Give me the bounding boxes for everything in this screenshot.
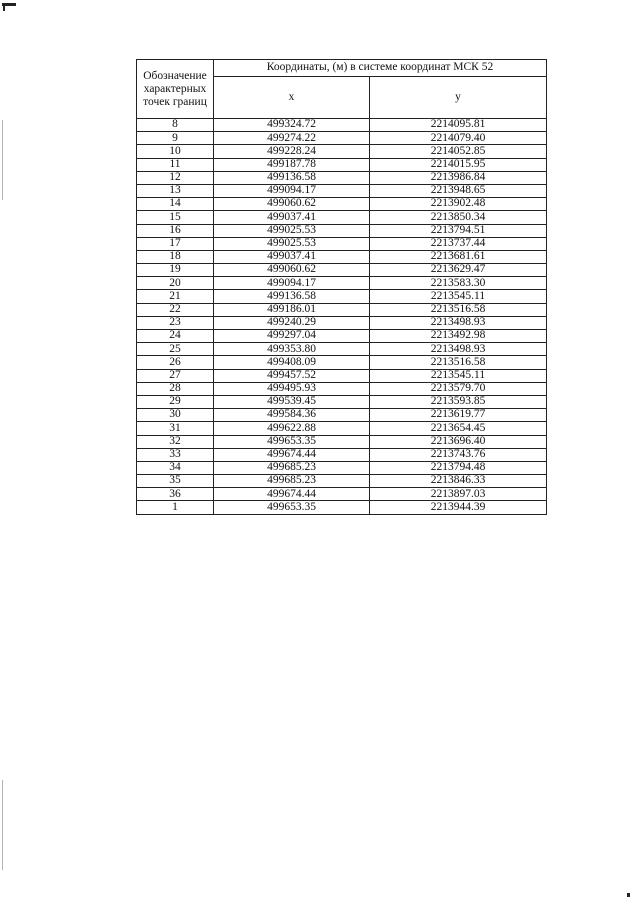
point-cell: 24 (137, 330, 214, 343)
x-cell: 499025.53 (214, 224, 370, 237)
table-row (137, 448, 547, 461)
point-cell: 25 (137, 343, 214, 356)
table-row (137, 132, 547, 145)
x-cell: 499685.23 (214, 461, 370, 474)
x-cell: 499187.78 (214, 158, 370, 171)
point-cell: 31 (137, 422, 214, 435)
point-cell: 28 (137, 382, 214, 395)
coordinates-table (136, 59, 547, 515)
point-cell: 32 (137, 435, 214, 448)
x-cell: 499136.58 (214, 171, 370, 184)
table-row (137, 198, 547, 211)
y-cell: 2213846.33 (370, 475, 547, 488)
y-cell: 2213498.93 (370, 343, 547, 356)
point-cell: 34 (137, 461, 214, 474)
x-cell: 499060.62 (214, 264, 370, 277)
y-cell: 2214015.95 (370, 158, 547, 171)
table-row (137, 158, 547, 171)
point-cell: 17 (137, 237, 214, 250)
scan-artifact-left-edge-low (2, 780, 3, 870)
x-cell: 499685.23 (214, 475, 370, 488)
point-cell: 8 (137, 119, 214, 132)
y-cell: 2213579.70 (370, 382, 547, 395)
table-row (137, 237, 547, 250)
y-cell: 2213516.58 (370, 356, 547, 369)
point-cell: 19 (137, 264, 214, 277)
table-row (137, 422, 547, 435)
point-cell: 16 (137, 224, 214, 237)
x-cell: 499240.29 (214, 316, 370, 329)
y-cell: 2213629.47 (370, 264, 547, 277)
y-column-header: y (370, 77, 547, 119)
x-cell: 499025.53 (214, 237, 370, 250)
table-row (137, 409, 547, 422)
scan-artifact-left-edge (2, 120, 3, 200)
table-row (137, 475, 547, 488)
y-cell: 2213944.39 (370, 501, 547, 514)
table-row (137, 316, 547, 329)
y-cell: 2213498.93 (370, 316, 547, 329)
y-cell: 2213794.51 (370, 224, 547, 237)
table-row (137, 330, 547, 343)
table-row (137, 395, 547, 408)
x-cell: 499274.22 (214, 132, 370, 145)
x-cell: 499186.01 (214, 303, 370, 316)
point-cell: 14 (137, 198, 214, 211)
point-cell: 33 (137, 448, 214, 461)
y-cell: 2213696.40 (370, 435, 547, 448)
table-row (137, 171, 547, 184)
x-cell: 499297.04 (214, 330, 370, 343)
point-designation-header: Обозначение характерных точек границ (137, 60, 214, 119)
table-row (137, 435, 547, 448)
point-cell: 20 (137, 277, 214, 290)
point-cell: 1 (137, 501, 214, 514)
point-cell: 29 (137, 395, 214, 408)
y-cell: 2214079.40 (370, 132, 547, 145)
x-cell: 499228.24 (214, 145, 370, 158)
point-cell: 27 (137, 369, 214, 382)
y-cell: 2213545.11 (370, 290, 547, 303)
y-cell: 2213794.48 (370, 461, 547, 474)
point-cell: 35 (137, 475, 214, 488)
x-cell: 499094.17 (214, 184, 370, 197)
x-cell: 499037.41 (214, 250, 370, 263)
x-cell: 499324.72 (214, 119, 370, 132)
table-row (137, 119, 547, 132)
y-cell: 2213593.85 (370, 395, 547, 408)
y-cell: 2213897.03 (370, 488, 547, 501)
x-cell: 499408.09 (214, 356, 370, 369)
x-cell: 499674.44 (214, 448, 370, 461)
scan-artifact-bottom-right (627, 893, 630, 897)
point-cell: 30 (137, 409, 214, 422)
table-row (137, 488, 547, 501)
x-cell: 499094.17 (214, 277, 370, 290)
x-cell: 499653.35 (214, 435, 370, 448)
table-row (137, 184, 547, 197)
y-cell: 2213619.77 (370, 409, 547, 422)
x-cell: 499584.36 (214, 409, 370, 422)
table-row (137, 343, 547, 356)
x-cell: 499060.62 (214, 198, 370, 211)
point-cell: 15 (137, 211, 214, 224)
y-cell: 2213743.76 (370, 448, 547, 461)
y-cell: 2213583.30 (370, 277, 547, 290)
x-cell: 499353.80 (214, 343, 370, 356)
y-cell: 2213492.98 (370, 330, 547, 343)
y-cell: 2213986.84 (370, 171, 547, 184)
table-row (137, 290, 547, 303)
y-cell: 2214095.81 (370, 119, 547, 132)
coordinates-table-body (137, 119, 547, 515)
table-row (137, 211, 547, 224)
x-column-header: x (214, 77, 370, 119)
point-cell: 18 (137, 250, 214, 263)
y-cell: 2213681.61 (370, 250, 547, 263)
point-cell: 23 (137, 316, 214, 329)
point-cell: 36 (137, 488, 214, 501)
y-cell: 2213948.65 (370, 184, 547, 197)
x-cell: 499622.88 (214, 422, 370, 435)
x-cell: 499674.44 (214, 488, 370, 501)
y-cell: 2213516.58 (370, 303, 547, 316)
y-cell: 2214052.85 (370, 145, 547, 158)
point-cell: 9 (137, 132, 214, 145)
table-row (137, 277, 547, 290)
y-cell: 2213654.45 (370, 422, 547, 435)
table-row (137, 501, 547, 514)
point-cell: 11 (137, 158, 214, 171)
point-cell: 22 (137, 303, 214, 316)
y-cell: 2213902.48 (370, 198, 547, 211)
x-cell: 499653.35 (214, 501, 370, 514)
table-row (137, 145, 547, 158)
point-cell: 13 (137, 184, 214, 197)
table-row (137, 461, 547, 474)
y-cell: 2213545.11 (370, 369, 547, 382)
table-row (137, 369, 547, 382)
table-row (137, 356, 547, 369)
coordinates-group-header: Координаты, (м) в системе координат МСК 52 (214, 60, 547, 77)
table-row (137, 224, 547, 237)
table-row (137, 382, 547, 395)
point-cell: 26 (137, 356, 214, 369)
x-cell: 499457.52 (214, 369, 370, 382)
x-cell: 499495.93 (214, 382, 370, 395)
x-cell: 499037.41 (214, 211, 370, 224)
x-cell: 499136.58 (214, 290, 370, 303)
point-cell: 10 (137, 145, 214, 158)
y-cell: 2213850.34 (370, 211, 547, 224)
table-row (137, 250, 547, 263)
table-row (137, 303, 547, 316)
point-cell: 12 (137, 171, 214, 184)
x-cell: 499539.45 (214, 395, 370, 408)
y-cell: 2213737.44 (370, 237, 547, 250)
table-row (137, 264, 547, 277)
scan-artifact-top-left-stem (3, 3, 5, 11)
point-cell: 21 (137, 290, 214, 303)
